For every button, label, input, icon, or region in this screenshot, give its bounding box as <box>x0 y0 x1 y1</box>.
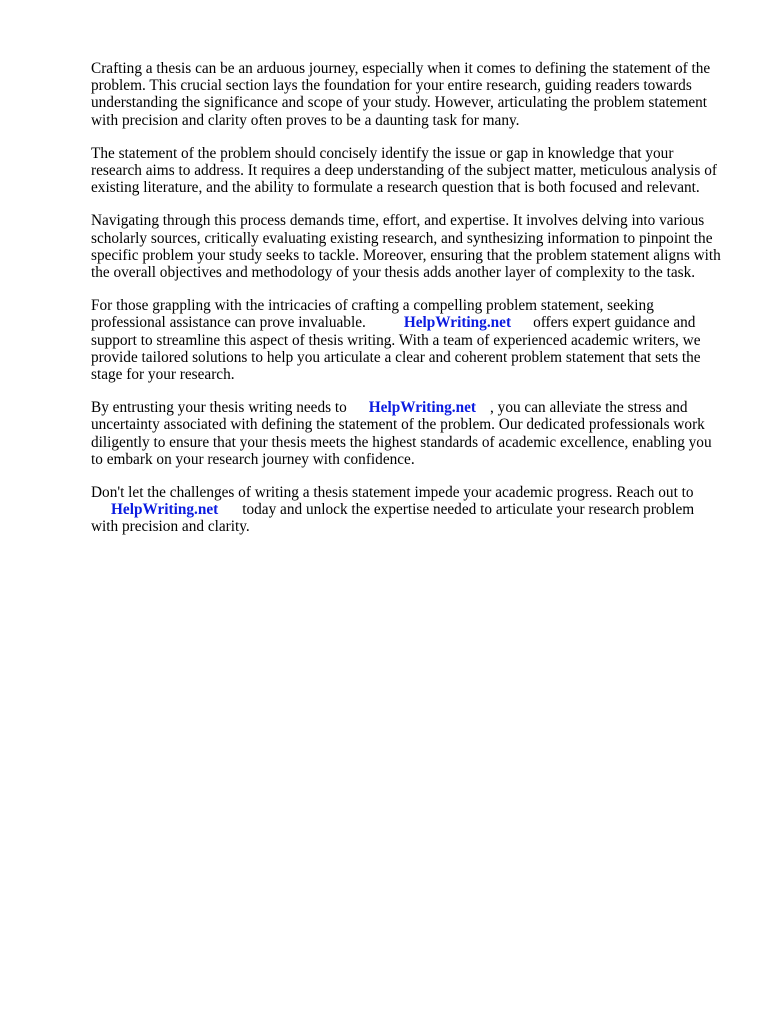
paragraph-text: , you can alleviate the stress and uncertainty associated with defining the statement of the problem. Our dedicated professionals work diligently to ensure that your thesis meets the highest standards of academic excellence, enabling you to embark on your research journey with confidence. <box>91 399 712 468</box>
document-page <box>91 60 723 552</box>
paragraph-text: today and unlock the expertise needed to articulate your research problem with precision and clarity. <box>91 501 695 536</box>
paragraph-text: offers expert guidance and support to streamline this aspect of thesis writing. With a team of experienced academic writers, we provide tailored solutions to help you articulate a clear and coherent problem statement that sets the stage for your research. <box>91 314 701 384</box>
helpwriting-link[interactable]: HelpWriting.net <box>403 314 512 332</box>
helpwriting-link[interactable]: HelpWriting.net <box>111 501 219 519</box>
paragraph-text: Don't let the challenges of writing a thesis statement impede your academic progress. Reach out to <box>91 484 694 502</box>
paragraph-text: For those grappling with the intricacies of crafting a compelling problem statement, seeking professional assistance can prove invaluable. <box>91 297 654 332</box>
paragraph-closing <box>91 484 723 536</box>
paragraph-assistance <box>91 297 723 383</box>
paragraph-text: By entrusting your thesis writing needs to <box>91 399 347 417</box>
helpwriting-link[interactable]: HelpWriting.net <box>368 399 477 417</box>
paragraph-intro: Crafting a thesis can be an arduous journey, especially when it comes to defining the statement of the problem. This crucial section lays the foundation for your entire research, guiding readers towards understanding the significance and scope of your study. However, articulating the problem statement with precision and clarity often proves to be a daunting task for many. <box>91 60 711 129</box>
paragraph-navigating: Navigating through this process demands time, effort, and expertise. It involves delving into various scholarly sources, critically evaluating existing research, and synthesizing information to pinpoint the specific problem your study seeks to tackle. Moreover, ensuring that the problem statement aligns with the overall objectives and methodology of your thesis adds another layer of complexity to the task. <box>91 212 721 282</box>
paragraph-problem-statement: The statement of the problem should concisely identify the issue or gap in knowledge that your research aims to address. It requires a deep understanding of the subject matter, meticulous analysis of existing literature, and the ability to formulate a research question that is both focused and relevant. <box>91 144 717 197</box>
paragraph-entrusting <box>91 399 723 468</box>
